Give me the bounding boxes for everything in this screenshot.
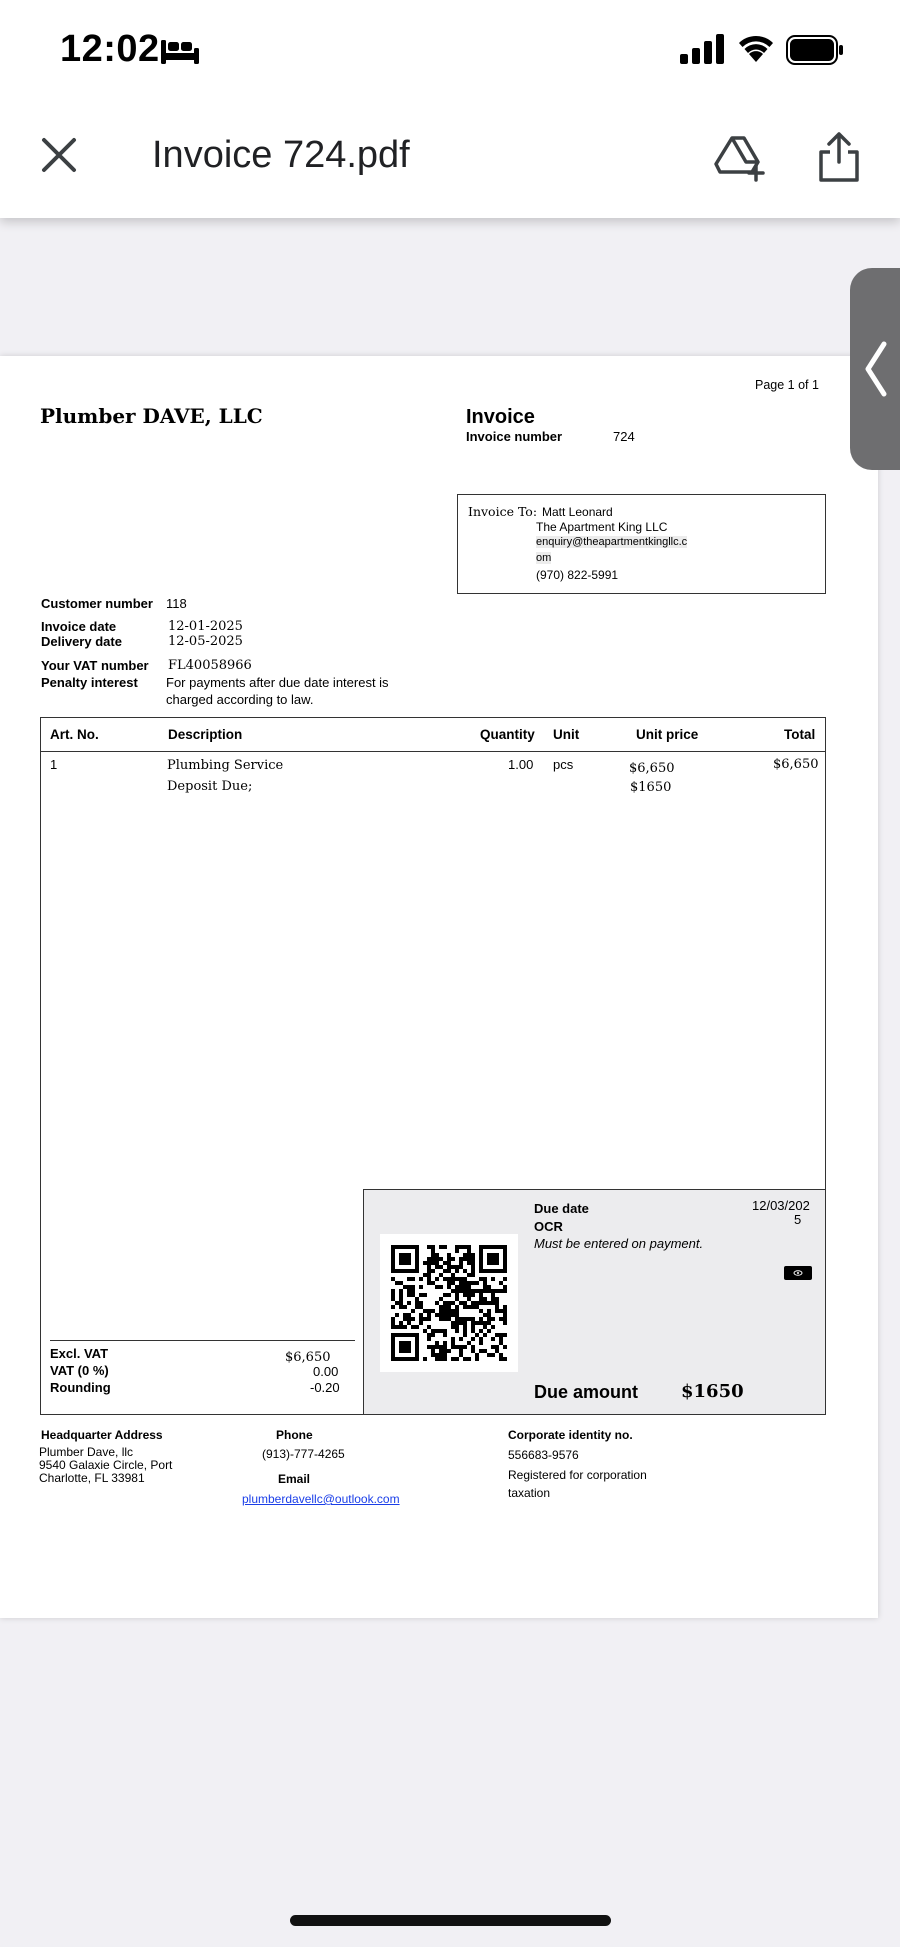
- delivery-date-label: Delivery date: [41, 634, 122, 649]
- customer-number-label: Customer number: [41, 596, 153, 611]
- home-indicator[interactable]: [290, 1915, 611, 1926]
- items-table: [40, 717, 826, 1415]
- vat-number-value: FL40058966: [168, 658, 252, 673]
- eye-icon[interactable]: [784, 1266, 812, 1280]
- col-total: Total: [784, 727, 816, 742]
- corporate-tax-note: Registered for corporation: [508, 1468, 647, 1482]
- col-description: Description: [168, 727, 243, 742]
- app-header: [0, 0, 900, 218]
- delivery-date-value: 12-05-2025: [168, 634, 243, 649]
- col-quantity: Quantity: [480, 727, 535, 742]
- email-link[interactable]: plumberdavellc@outlook.com: [242, 1492, 400, 1506]
- add-to-drive-icon[interactable]: [714, 132, 766, 182]
- bill-to-box: [457, 494, 826, 594]
- bill-to-company: The Apartment King LLC: [536, 520, 668, 534]
- bill-to-email-cont[interactable]: om: [536, 552, 552, 564]
- phone-label: Phone: [276, 1428, 313, 1442]
- due-amount-label: Due amount: [534, 1382, 639, 1402]
- summary-divider: [50, 1340, 355, 1341]
- email-label: Email: [278, 1472, 311, 1486]
- invoice-number-value: 724: [613, 429, 635, 444]
- penalty-interest-text-cont: charged according to law.: [166, 692, 314, 707]
- pdf-page[interactable]: [0, 356, 878, 1618]
- hq-address-line3: Charlotte, FL 33981: [39, 1471, 145, 1485]
- cellular-signal-icon: [680, 34, 724, 64]
- col-unit-price: Unit price: [636, 727, 699, 742]
- corporate-id-label: Corporate identity no.: [508, 1428, 633, 1442]
- ocr-label: OCR: [534, 1219, 563, 1234]
- due-amount-value: $1650: [681, 1381, 744, 1402]
- corporate-id-value: 556683-9576: [508, 1448, 579, 1462]
- document-title: Invoice 724.pdf: [152, 134, 410, 176]
- excl-vat-value: $6,650: [285, 1350, 331, 1365]
- side-panel-handle[interactable]: [850, 268, 900, 470]
- battery-icon: [786, 34, 844, 66]
- bill-to-name: Matt Leonard: [542, 505, 613, 519]
- due-date-value: 12/03/202: [752, 1198, 810, 1213]
- row-quantity: 1.00: [508, 757, 534, 772]
- invoice-title: Invoice: [466, 406, 535, 428]
- sleep-focus-icon: [160, 38, 200, 66]
- customer-number-value: 118: [166, 596, 187, 611]
- vat-label: VAT (0 %): [50, 1363, 109, 1378]
- status-time: 12:02: [60, 28, 160, 70]
- chevron-left-icon: [862, 340, 890, 398]
- ocr-note: Must be entered on payment.: [534, 1236, 704, 1251]
- bill-to-email[interactable]: enquiry@theapartmentkingllc.c: [536, 536, 688, 548]
- rounding-label: Rounding: [50, 1380, 111, 1395]
- hq-address-line1: Plumber Dave, llc: [39, 1445, 134, 1459]
- page-indicator: Page 1 of 1: [755, 378, 819, 392]
- col-unit: Unit: [553, 727, 580, 742]
- payment-qr-code[interactable]: [380, 1234, 518, 1372]
- row-unit-price: $6,650: [629, 761, 675, 776]
- table-header: [41, 718, 825, 752]
- vat-value: 0.00: [313, 1364, 339, 1379]
- penalty-interest-text: For payments after due date interest is: [166, 675, 389, 690]
- penalty-interest-label: Penalty interest: [41, 675, 138, 690]
- hq-address-line2: 9540 Galaxie Circle, Port: [39, 1458, 173, 1472]
- row-art-no: 1: [50, 757, 58, 772]
- row-total: $6,650: [773, 757, 819, 772]
- corporate-tax-note-cont: taxation: [508, 1486, 551, 1500]
- excl-vat-label: Excl. VAT: [50, 1346, 109, 1361]
- row-description: Plumbing Service: [167, 758, 284, 773]
- row-description: Deposit Due;: [167, 779, 253, 794]
- invoice-date-label: Invoice date: [41, 619, 117, 634]
- rounding-value: -0.20: [310, 1380, 340, 1395]
- share-icon[interactable]: [816, 130, 862, 184]
- close-icon[interactable]: [34, 130, 84, 180]
- due-date-label: Due date: [534, 1201, 589, 1216]
- company-name: Plumber DAVE, LLC: [40, 404, 263, 428]
- row-unit: pcs: [553, 757, 574, 772]
- hq-address-label: Headquarter Address: [41, 1428, 163, 1442]
- bill-to-label: Invoice To:: [468, 504, 538, 519]
- wifi-icon: [736, 32, 776, 64]
- invoice-date-value: 12-01-2025: [168, 619, 243, 634]
- bill-to-phone: (970) 822-5991: [536, 568, 619, 582]
- row-unit-price: $1650: [630, 780, 672, 795]
- payment-panel: [363, 1189, 825, 1414]
- phone-value: (913)-777-4265: [262, 1447, 345, 1461]
- due-date-value-cont: 5: [794, 1212, 802, 1227]
- invoice-number-label: Invoice number: [466, 429, 563, 444]
- col-art-no: Art. No.: [50, 727, 99, 742]
- vat-number-label: Your VAT number: [41, 658, 149, 673]
